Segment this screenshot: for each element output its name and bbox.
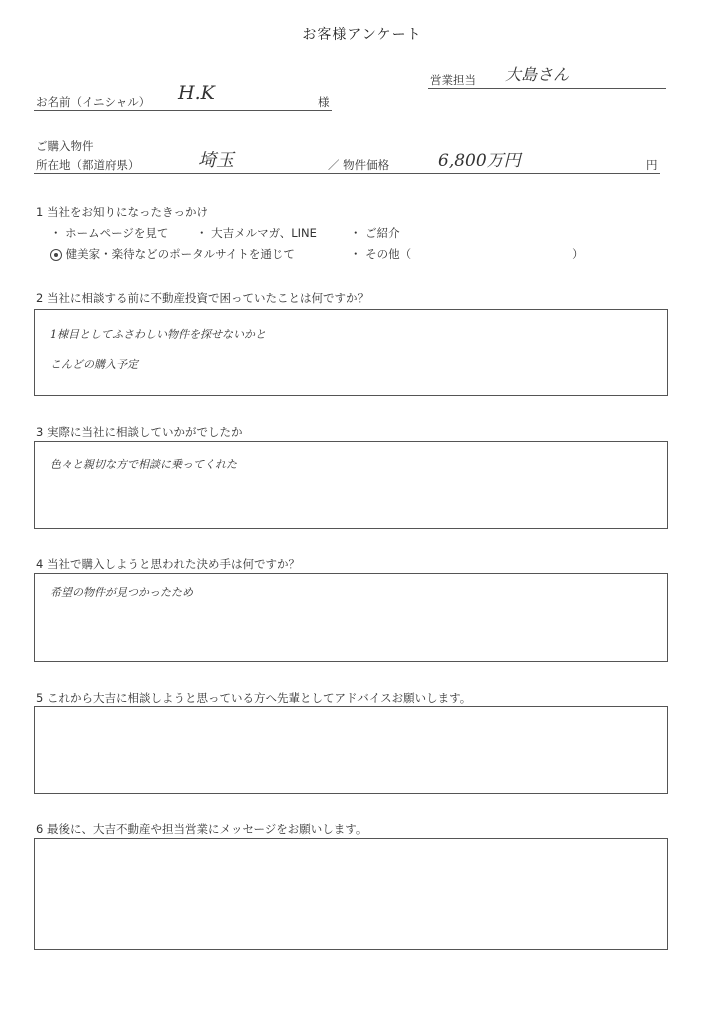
q1-option-portal-text: 健美家・楽待などのポータルサイトを通じて <box>65 247 295 261</box>
q1-option-referral <box>350 225 400 241</box>
q4-label: 4 当社で購入しようと思われた決め手は何ですか？ <box>36 557 300 571</box>
q1-option-portal <box>50 246 295 262</box>
sales-rep-label: 営業担当 <box>430 73 476 87</box>
customer-name-label: お名前（イニシャル） <box>36 95 151 109</box>
q1-option-referral-text: ご紹介 <box>365 226 400 240</box>
property-heading: ご購入物件 <box>36 139 94 153</box>
q1-option-homepage <box>50 225 168 241</box>
q2-label: 2 当社に相談する前に不動産投資で困っていたことは何ですか？ <box>36 291 369 305</box>
customer-name-value: H.K <box>178 82 215 104</box>
q1-option-other-text: その他（ ） <box>365 247 584 261</box>
q1-option-homepage-text: ホームページを見て <box>65 226 169 240</box>
q2-answer-line2: こんどの購入予定 <box>50 358 138 371</box>
bullet: ・ <box>350 247 362 261</box>
sales-rep-underline <box>428 88 666 89</box>
property-price-suffix: 円 <box>646 158 658 172</box>
q5-label: 5 これから大吉に相談しようと思っている方へ先輩としてアドバイスお願いします。 <box>36 691 472 705</box>
customer-name-underline <box>34 110 332 111</box>
property-location-value: 埼玉 <box>198 150 234 171</box>
q3-answer-line1: 色々と親切な方で相談に乗ってくれた <box>50 458 237 471</box>
q1-option-magazine-text: 大吉メルマガ、LINE <box>211 226 317 240</box>
sales-rep-value: 大島さん <box>505 65 570 84</box>
bullet: ・ <box>50 226 62 240</box>
q3-label: 3 実際に当社に相談していかがでしたか <box>36 425 243 439</box>
q1-label: 1 当社をお知りになったきっかけ <box>36 205 208 219</box>
q3-answer-box <box>34 441 668 529</box>
q2-answer-box <box>34 309 668 396</box>
bullet: ・ <box>196 226 208 240</box>
q5-answer-box <box>34 706 668 794</box>
customer-name-suffix: 様 <box>318 95 330 109</box>
q1-option-magazine <box>196 225 317 241</box>
property-location-label: 所在地（都道府県） <box>36 158 140 172</box>
page-title: お客様アンケート <box>302 27 422 43</box>
q6-answer-box <box>34 838 668 950</box>
q4-answer-line1: 希望の物件が見つかったため <box>50 586 193 599</box>
property-price-label: ／ 物件価格 <box>328 158 390 172</box>
q6-label: 6 最後に、大吉不動産や担当営業にメッセージをお願いします。 <box>36 822 368 836</box>
property-price-value: 6,800万円 <box>438 151 521 171</box>
q2-answer-line1: 1棟目としてふさわしい物件を探せないかと <box>50 328 266 341</box>
property-underline <box>34 173 660 174</box>
q1-option-other <box>350 246 584 262</box>
selected-circle-icon <box>50 249 62 261</box>
bullet: ・ <box>350 226 362 240</box>
